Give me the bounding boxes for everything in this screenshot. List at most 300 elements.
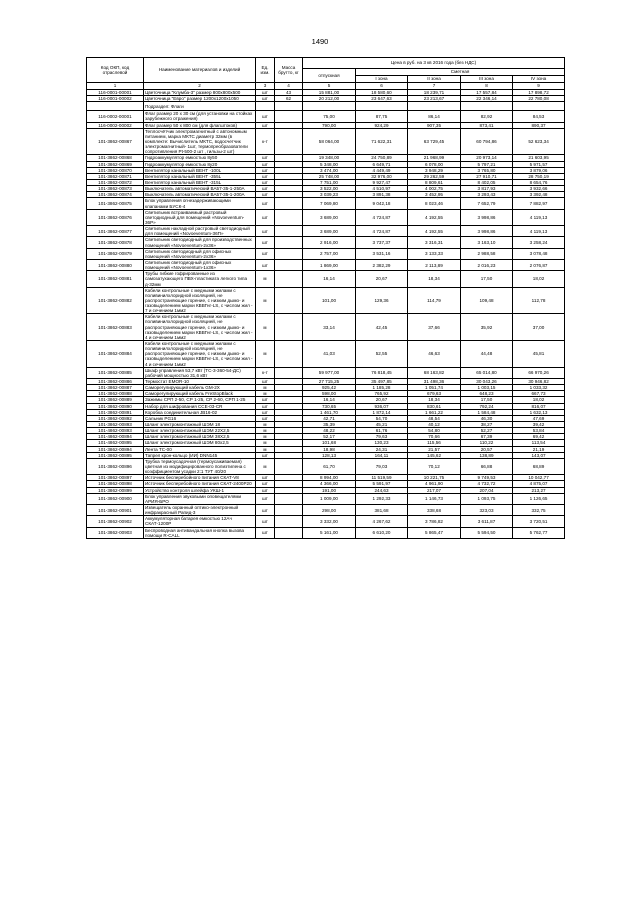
row-price: 3 039,23	[303, 192, 356, 198]
row-mass	[275, 102, 303, 111]
row-code: 101-3862-00898	[87, 481, 144, 487]
row-price: 110,22	[461, 440, 513, 446]
row-unit: м	[256, 440, 275, 446]
row-name: Лента ТС-00	[144, 446, 256, 452]
row-price: 3 879,06	[513, 167, 565, 173]
row-price: 53,84	[513, 428, 565, 434]
row-price: 101,00	[303, 287, 356, 314]
row-name: Блок управления огнезадерживающими клапанами БУСК-4	[144, 198, 256, 209]
row-price: 1 051,74	[408, 385, 461, 391]
table-row	[87, 173, 565, 179]
table-row	[87, 516, 565, 527]
row-unit: шт	[256, 481, 275, 487]
row-price: 5 591,97	[356, 481, 408, 487]
row-price: 31 498,36	[408, 379, 461, 385]
table-row	[87, 504, 565, 515]
row-price: 3 689,00	[303, 209, 356, 225]
row-price: 792,24	[461, 403, 513, 409]
column-number: 2	[144, 83, 256, 90]
row-price: 22 346,14	[461, 96, 513, 102]
row-code: 101-3862-00867	[87, 128, 144, 155]
row-price: 70,66	[408, 434, 461, 440]
row-name: Цветочница "Евро" размер 1200х1200х1050	[144, 96, 256, 102]
row-price: 667,73	[513, 391, 565, 397]
row-price: 3 133,33	[408, 248, 461, 259]
row-price: 23 647,63	[356, 96, 408, 102]
row-price: 68,89	[513, 458, 565, 474]
row-price: 5 161,00	[303, 527, 356, 538]
row-price: 2 988,58	[461, 248, 513, 259]
column-number-row	[87, 83, 565, 90]
row-mass	[275, 458, 303, 474]
row-price	[408, 102, 461, 111]
row-unit: шт	[256, 259, 275, 270]
header-name: Наименование материалов и изделий	[144, 58, 256, 83]
header-estimate: Сметная	[356, 69, 565, 76]
table-row	[87, 314, 565, 341]
row-unit: к-т	[256, 128, 275, 155]
row-price: 4 192,55	[408, 209, 461, 225]
row-code: 101-4862-00895	[87, 440, 144, 446]
row-price: 164,11	[356, 452, 408, 458]
row-unit: м	[256, 422, 275, 428]
row-code: 101-3862-00882	[87, 287, 144, 314]
row-name: Светильник накладной растровый светодиодный для помещений «Novoeventum-36П»	[144, 226, 256, 237]
row-name: Коробка соединительная JB16-02	[144, 409, 256, 415]
row-code: 101-3862-00868	[87, 155, 144, 161]
header-zone-2: II зона	[408, 76, 461, 83]
row-code: 101-3862-00901	[87, 504, 144, 515]
row-price: 30 043,26	[461, 379, 513, 385]
row-code: 101-3862-00878	[87, 237, 144, 248]
row-price: 925,42	[303, 385, 356, 391]
row-name: Теплосчётчик электромагнитный с автономным питанием, марка МКТС диаметр 32мм (в комплекте: Вычислитель МКТС, водосчетчик электромагнитный- 1шт, термопреобразователи сопротивления Pt-500-2 шт , гильзы-2 шт)	[144, 128, 256, 155]
row-price: 18,34	[408, 271, 461, 287]
row-price: 5 797,21	[461, 161, 513, 167]
row-mass	[275, 248, 303, 259]
table-row	[87, 155, 565, 161]
row-code: 101-3862-00869	[87, 161, 144, 167]
row-price: 19 348,00	[303, 155, 356, 161]
row-price: 37,00	[513, 314, 565, 341]
row-price: 65 014,80	[461, 367, 513, 378]
row-price: 101,68	[303, 440, 356, 446]
row-mass	[275, 527, 303, 538]
row-price: 3 765,80	[461, 167, 513, 173]
row-price: 71 622,31	[356, 128, 408, 155]
row-price: 381,68	[356, 504, 408, 515]
column-number: 9	[513, 83, 565, 90]
row-price: 24,31	[356, 446, 408, 452]
row-price: 1 126,65	[513, 493, 565, 504]
row-price: 5 348,00	[303, 161, 356, 167]
header-zone-1: I зона	[356, 76, 408, 83]
row-name: Подраздел: Флаги	[144, 102, 256, 111]
row-price: 4 449,49	[356, 167, 408, 173]
row-price: 7 069,80	[303, 198, 356, 209]
row-price: 8 809,61	[408, 179, 461, 185]
row-price: 598,00	[303, 391, 356, 397]
row-price: 4 732,72	[461, 481, 513, 487]
row-price: 63 729,45	[408, 128, 461, 155]
row-price: 3 891,38	[356, 192, 408, 198]
column-number: 8	[461, 83, 513, 90]
row-code: 101-3862-00883	[87, 314, 144, 341]
column-number: 4	[275, 83, 303, 90]
row-price: 648,23	[461, 391, 513, 397]
row-price: 9 042,18	[356, 198, 408, 209]
row-price: 60 794,86	[461, 128, 513, 155]
row-code: 101-3862-00895	[87, 452, 144, 458]
row-price: 18,34	[408, 397, 461, 403]
row-name: Гидроаккумулятор емкостью 8у50	[144, 155, 256, 161]
row-price: 8 994,00	[303, 475, 356, 481]
row-unit: шт	[256, 179, 275, 185]
row-price: 3 078,48	[513, 248, 565, 259]
row-name: Гидроаккумулятор емкостью 8у20	[144, 161, 256, 167]
row-price: 32 976,00	[356, 173, 408, 179]
row-price: 4 961,90	[408, 481, 461, 487]
row-price: 6 649,71	[356, 161, 408, 167]
row-price: 3 316,31	[408, 237, 461, 248]
row-code: 101-3862-00885	[87, 367, 144, 378]
row-price: 67,39	[461, 434, 513, 440]
row-price: 1 461,70	[303, 409, 356, 415]
row-price: 28 750,19	[513, 173, 565, 179]
row-code: 101-3862-00900	[87, 493, 144, 504]
row-price: 8 023,46	[408, 198, 461, 209]
row-unit: шт	[256, 209, 275, 225]
row-price: 41,03	[303, 341, 356, 368]
row-code: 101-3862-00891	[87, 409, 144, 415]
table-row	[87, 226, 565, 237]
row-unit: шт	[256, 111, 275, 122]
row-price: 11 519,59	[356, 475, 408, 481]
row-unit: шт	[256, 516, 275, 527]
table-row	[87, 90, 565, 96]
row-price: 54,80	[408, 428, 461, 434]
row-code: 116-0001-00002	[87, 96, 144, 102]
row-price: 145,62	[408, 452, 461, 458]
row-unit: м	[256, 271, 275, 287]
row-price: 39,42	[513, 422, 565, 428]
row-price: 5 594,50	[461, 527, 513, 538]
table-row	[87, 259, 565, 270]
row-price: 17,50	[461, 397, 513, 403]
row-name: Выключатель автоматический ВА57-35-1-250А	[144, 186, 256, 192]
row-price	[513, 102, 565, 111]
row-name: Светильник светодиодный для офисных помещений «Novoeventum-2х36»	[144, 248, 256, 259]
row-price: 1 632,13	[513, 409, 565, 415]
row-price: 8 402,05	[461, 179, 513, 185]
table-row	[87, 271, 565, 287]
table-row	[87, 122, 565, 128]
row-price: 30 946,82	[513, 379, 565, 385]
row-price: 907,35	[408, 122, 461, 128]
row-price: 61,70	[303, 458, 356, 474]
row-mass	[275, 111, 303, 122]
header-mass: Масса брутто, кг	[275, 58, 303, 83]
row-unit: шт	[256, 226, 275, 237]
table-row	[87, 385, 565, 391]
row-price: 18 580,60	[356, 90, 408, 96]
row-name: Светильник светодиодный для производственных помещений «Novoeventum-2х36»	[144, 237, 256, 248]
table-row	[87, 96, 565, 102]
row-price: 3 689,00	[303, 226, 356, 237]
row-price: 790,00	[303, 122, 356, 128]
row-code: 101-3862-00886	[87, 379, 144, 385]
row-price: 2 113,89	[408, 259, 461, 270]
row-price: 4 119,13	[513, 226, 565, 237]
row-price: 2 916,00	[303, 237, 356, 248]
row-name: Вентилятор канальный ВЕНТ -315L	[144, 179, 256, 185]
row-name: Светильник светодиодный для офисных помещений «Novoeventum-1х36»	[144, 259, 256, 270]
row-price: 7 882,97	[513, 198, 565, 209]
table-row	[87, 409, 565, 415]
row-price: 21 968,99	[408, 155, 461, 161]
row-name: Шланг электромонтажный ШЭМ 80х2,5	[144, 440, 256, 446]
row-name: Аккумуляторная батарея емкостью 12Ач СКАТ-1200Р	[144, 516, 256, 527]
row-price: 45,81	[513, 341, 565, 368]
row-price: 76 818,45	[356, 367, 408, 378]
row-code: 101-3862-00902	[87, 516, 144, 527]
row-unit: шт	[256, 487, 275, 493]
row-price: 38,27	[461, 422, 513, 428]
row-unit: шт	[256, 167, 275, 173]
row-price: 3 720,51	[513, 516, 565, 527]
row-price: 3 293,43	[461, 192, 513, 198]
row-unit: м	[256, 428, 275, 434]
row-price: 217,07	[408, 487, 461, 493]
row-price: 1 003,15	[461, 385, 513, 391]
row-price: 35,39	[303, 422, 356, 428]
row-name: Зажимы СРП 2-50, СР 1-25, СР 2-60, СРП 1-25	[144, 397, 256, 403]
row-price: 4 002,75	[408, 186, 461, 192]
price-table	[86, 57, 565, 539]
row-price: 1 584,48	[461, 409, 513, 415]
row-price: 1 661,22	[408, 409, 461, 415]
row-price: 2 757,00	[303, 248, 356, 259]
table-row	[87, 487, 565, 493]
row-unit: м	[256, 341, 275, 368]
row-price: 52,55	[356, 341, 408, 368]
row-code: 101-3862-00897	[87, 475, 144, 481]
row-unit	[256, 102, 275, 111]
row-price: 58 064,00	[303, 128, 356, 155]
row-price	[356, 102, 408, 111]
table-row	[87, 237, 565, 248]
row-unit: шт	[256, 248, 275, 259]
row-price: 3 332,00	[303, 516, 356, 527]
row-name: Устройство контроля шлейфа УКШ-1	[144, 487, 256, 493]
row-name: Саморегулирующий кабель FreStopBlack	[144, 391, 256, 397]
row-price: 114,79	[408, 287, 461, 314]
row-price: 2 382,29	[356, 259, 408, 270]
row-price: 10 221,75	[408, 475, 461, 481]
row-name: Саморегулирующий кабель GM-2X	[144, 385, 256, 391]
row-price: 20,67	[356, 271, 408, 287]
row-unit: м	[256, 434, 275, 440]
table-row	[87, 128, 565, 155]
column-number: 6	[356, 83, 408, 90]
row-name: Цветочница "Клумба-3" размер 800х800х500	[144, 90, 256, 96]
row-unit: м	[256, 287, 275, 314]
row-mass	[275, 287, 303, 314]
row-price: 3 737,37	[356, 237, 408, 248]
row-price: 323,03	[461, 504, 513, 515]
row-unit: шт	[256, 90, 275, 96]
row-price: 5 971,57	[513, 161, 565, 167]
header-zone-3: III зона	[461, 76, 513, 83]
row-name: Термостат ЕМОR-10	[144, 379, 256, 385]
row-unit: шт	[256, 415, 275, 421]
row-name: Трубы гибкие гофрированные из самозатухающего ПВХ-пластиката легкого типа д-32мм	[144, 271, 256, 287]
table-row	[87, 391, 565, 397]
row-price: 21 603,95	[513, 155, 565, 161]
table-row	[87, 209, 565, 225]
row-mass	[275, 493, 303, 504]
row-price: 17,50	[461, 271, 513, 287]
row-code: 101-3862-00884	[87, 341, 144, 368]
row-price: 6 610,20	[356, 527, 408, 538]
row-name: Кабели контрольные с медными жилами с поливинилхлоридной изоляцией, не распространяющие горение, с низким дымо- и газовыделением марки КВВГнг-LS, с числом жил - 4 и сечением 1мм2	[144, 341, 256, 368]
row-price: 3 163,10	[461, 237, 513, 248]
row-price: 9 749,53	[461, 475, 513, 481]
row-unit: шт	[256, 192, 275, 198]
row-price: 79,03	[356, 458, 408, 474]
row-unit: шт	[256, 475, 275, 481]
row-name: Извещатель охранный оптико-электронный инфракрасный Рапид-3	[144, 504, 256, 515]
row-price: 24 750,89	[356, 155, 408, 161]
row-price: 35,92	[461, 314, 513, 341]
row-name: Шланг электромонтажный ШЭМ 38Х2,5	[144, 434, 256, 440]
row-price: 129,36	[356, 287, 408, 314]
row-price: 730,65	[303, 403, 356, 409]
row-price: 82,92	[461, 111, 513, 122]
table-row	[87, 493, 565, 504]
row-price: 3 786,82	[408, 516, 461, 527]
table-row	[87, 379, 565, 385]
page-number: 1490	[311, 37, 329, 46]
row-price: 21,57	[408, 446, 461, 452]
row-unit: шт	[256, 173, 275, 179]
header-release: отпускная	[303, 69, 356, 83]
row-price: 70,12	[408, 458, 461, 474]
row-mass	[275, 504, 303, 515]
row-price: 52 623,34	[513, 128, 565, 155]
row-name: Источник бесперебойного питания СКАТ-V8	[144, 475, 256, 481]
row-name: Флаг размер 20 х 30 см (для установки на стойках зарубежного отражения)	[144, 111, 256, 122]
row-unit: шт	[256, 186, 275, 192]
row-price: 7 652,79	[461, 198, 513, 209]
row-price: 16,14	[303, 271, 356, 287]
row-price: 22 780,08	[513, 96, 565, 102]
row-price: 115,56	[408, 440, 461, 446]
row-code: 101-4862-00893	[87, 428, 144, 434]
row-code: 101-3862-00881	[87, 271, 144, 287]
row-price: 3 522,00	[303, 186, 356, 192]
row-code: 101-3862-00871	[87, 173, 144, 179]
row-code: 101-3862-00888	[87, 391, 144, 397]
row-price: 35 497,85	[356, 379, 408, 385]
row-price: 66 970,26	[513, 367, 565, 378]
header-price-group: Цена в руб. на 3 кв 2016 года (без НДС)	[303, 58, 565, 69]
row-price: 244,63	[356, 487, 408, 493]
row-price: 68 163,82	[408, 367, 461, 378]
row-code: 101-3862-00899	[87, 487, 144, 493]
row-code: 101-3862-00894	[87, 446, 144, 452]
row-price: 59 977,00	[303, 367, 356, 378]
row-price: 10 042,77	[513, 475, 565, 481]
row-price: 338,68	[408, 504, 461, 515]
row-unit: м	[256, 458, 275, 474]
row-price: 84,53	[513, 111, 565, 122]
row-mass	[275, 271, 303, 287]
row-mass: 43	[275, 90, 303, 96]
row-price: 61,76	[356, 428, 408, 434]
row-name: Вентилятор канальный ВЕНТ -100L	[144, 167, 256, 173]
row-price: 86,14	[408, 111, 461, 122]
row-price: 79,63	[356, 434, 408, 440]
row-price: 7 751,00	[303, 179, 356, 185]
row-name: Сальник PG16	[144, 415, 256, 421]
row-code: 101-3862-00874	[87, 192, 144, 198]
row-price: 1 185,28	[356, 385, 408, 391]
row-unit: шт	[256, 155, 275, 161]
row-price: 3 817,93	[461, 186, 513, 192]
row-price: 15 881,00	[303, 90, 356, 96]
row-code: 101-4862-00894	[87, 434, 144, 440]
row-unit: м	[256, 446, 275, 452]
row-price: 830,61	[408, 403, 461, 409]
row-unit: шт	[256, 403, 275, 409]
row-price: 48,54	[408, 415, 461, 421]
row-price: 112,78	[513, 287, 565, 314]
row-price: 27 910,71	[461, 173, 513, 179]
row-price: 3 452,95	[408, 192, 461, 198]
row-name: Кабели контрольные с медными жилами с поливинилхлоридной изоляцией, не распространяющие горение, с низким дымо- и газовыделением марки КВВГнг-LS, с числом жил - 4 и сечением 1мм2	[144, 314, 256, 341]
row-price: 2 076,87	[513, 259, 565, 270]
table-row	[87, 481, 565, 487]
header-unit: Ед. изм.	[256, 58, 275, 83]
row-price: 5 762,77	[513, 527, 565, 538]
table-row	[87, 458, 565, 474]
table-row	[87, 527, 565, 538]
row-price: 4 724,87	[356, 226, 408, 237]
row-price: 1 292,33	[356, 493, 408, 504]
table-row	[87, 102, 565, 111]
table-row	[87, 179, 565, 185]
row-price: 33,14	[303, 314, 356, 341]
row-price: 4 192,55	[408, 226, 461, 237]
row-unit: к-т	[256, 367, 275, 378]
row-price: 924,29	[356, 122, 408, 128]
row-code: 116-0001-00001	[87, 90, 144, 96]
row-price: 20 973,14	[461, 155, 513, 161]
column-number: 1	[87, 83, 144, 90]
row-price: 52,17	[303, 434, 356, 440]
row-price: 1 869,00	[303, 259, 356, 270]
table-row	[87, 367, 565, 378]
row-unit: шт	[256, 493, 275, 504]
row-price: 1 146,73	[408, 493, 461, 504]
table-row	[87, 186, 565, 192]
row-price: 18,98	[303, 446, 356, 452]
table-row	[87, 248, 565, 259]
row-name: Кабели контрольные с медными жилами с поливинилхлоридной изоляцией, не распространяющие горение, с низким дымо- и газовыделением марки КВВГнг-LS, с числом жил - 7 и сечением 1мм2	[144, 287, 256, 314]
row-code: 101-3862-00892	[87, 415, 144, 421]
table-row	[87, 198, 565, 209]
